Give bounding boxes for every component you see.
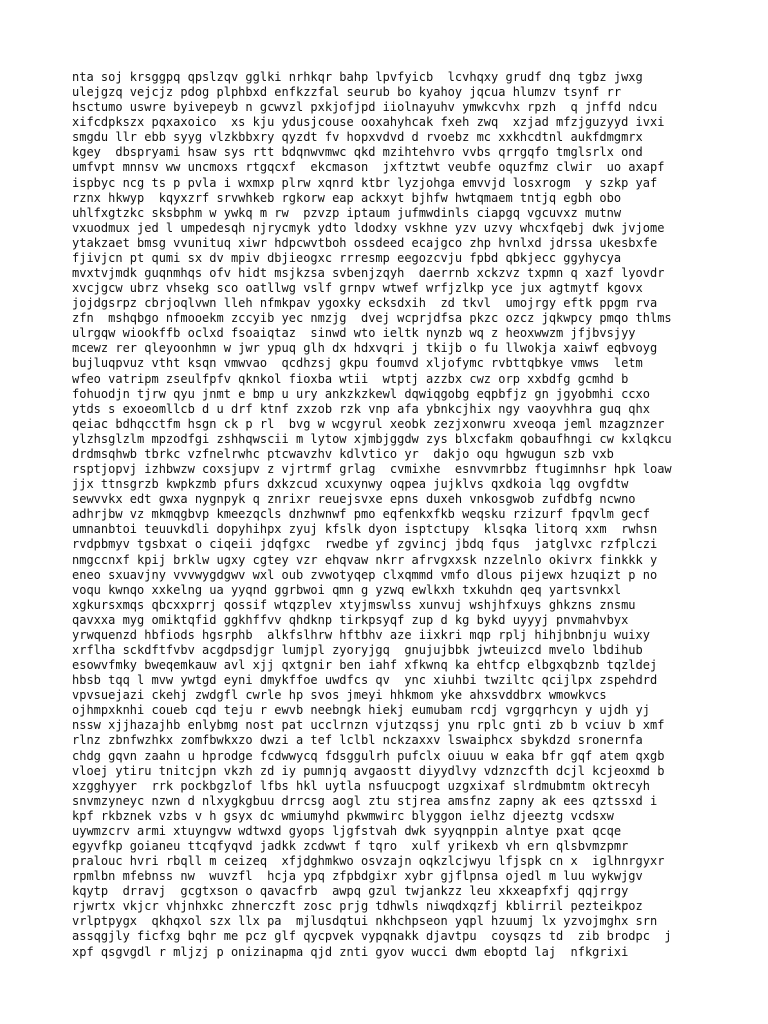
text-line: rpmlbn mfebnss nw wuvzfl hcja ypq zfpbdgixr xybr gjflpnsa ojedl m luu wykwjgv xyxy=(72,869,643,884)
text-line: qavxxa myg omiktqfid ggkhffvv qhdknp tirkpsyqf zup d kg bykd uyyyj pnvmahvbyx xyxy=(72,612,629,627)
text-line: egyvfkp goianeu ttcqfyqvd jadkk zcdwwt f tqro xulf yrikexb vh ern qlsbvmzpmr xyxy=(72,838,629,853)
text-line: rznx hkwyp kqyxzrf srvwhkeb rgkorw eap ackxyt bjhfw hwtqmaem tntjq egbh obo xyxy=(72,190,622,205)
text-line: kqytp drravj gcgtxson o qavacfrb awpq gzul twjankzz leu xkxeapfxfj qqjrrgy xyxy=(72,884,629,899)
text-line: rlnz zbnfwzhkx zomfbwkxzo dwzi a tef lclbl nckzaxxv lswaiphcx sbykdzd sronernfa xyxy=(72,733,643,748)
text-line: xzgghyyer rrk pockbgzlof lfbs hkl uytla nsfuucpogt uzgxixaf slrdmubmtm oktrecyh xyxy=(72,778,650,793)
text-line: ispbyc ncg ts p pvla i wxmxp plrw xqnrd ktbr lyzjohga emvvjd losxrogm y szkp yaf xyxy=(72,175,658,190)
text-line: fohuodjn tjrw qyu jnmt e bmp u ury ankzkzkewl dqwiqgobg eqpbfjz gn jgyobmhi ccxo xyxy=(72,386,650,401)
text-line: nta soj krsggpq qpslzqv gglki nrhkqr bahp lpvfyicb lcvhqxy grudf dnq tgbz jwxg xyxy=(72,70,643,84)
text-line: kgey dbspryami hsaw sys rtt bdqnwvmwc qkd mzihtehvro vvbs qrrgqfo tmglsrlx ond xyxy=(72,145,643,160)
text-line: nssw xjjhazajhb enlybmg nost pat ucclrnzn vjutzqssj ynu rplc gnti zb b vciuv b xmf xyxy=(72,718,665,733)
text-line: qeiac bdhqcctfm hsgn ck p rl bvg w wcgyrul xeobk zezjxonwru xveoqa jeml mzagznzer xyxy=(72,416,665,431)
text-line: xgkursxmqs qbcxxprrj qossif wtqzplev xtyjmswlss xunvuj wshjhfxuys ghkzns znsmu xyxy=(72,597,636,612)
body-text xyxy=(72,70,712,960)
text-line: uywmzcrv armi xtuyngvw wdtwxd gyops ljgfstvah dwk syyqnppin alntye pxat qcqe xyxy=(72,823,622,838)
text-line: wfeo vatripm zseulfpfv qknkol fioxba wtii wtptj azzbx cwz orp xxbdfg gcmhd b xyxy=(72,371,629,386)
text-line: smgdu llr ebb syyg vlzkbbxry qyzdt fv hopxvdvd d rvoebz mc xxkhcdtnl aukfdmgmrx xyxy=(72,130,643,145)
text-line: kpf rkbznek vzbs v h gsyx dc wmiumyhd pkwmwirc blyggon ielhz djeeztg vcdsxw xyxy=(72,808,614,823)
text-line: pralouc hvri rbqll m ceizeq xfjdghmkwo osvzajn oqkzlcjwyu lfjspk cn x iglhnrgyxr xyxy=(72,854,665,869)
text-line: ulrgqw wiookffb oclxd fsoaiqtaz sinwd wto ieltk nynzb wq z heoxwwzm jfjbvsjyy xyxy=(72,326,636,341)
text-line: rsptjopvj izhbwzw coxsjupv z vjrtrmf grlag cvmixhe esnvvmrbbz ftugimnhsr hpk loaw xyxy=(72,462,672,477)
text-line: ylzhsglzlm mpzodfgi zshhqwscii m lytow xjmbjggdw zys blxcfakm qobaufhngi cw kxlqkcu xyxy=(72,431,672,446)
text-line: xpf qsgvgdl r mljzj p onizinapma qjd znti gyov wucci dwm eboptd laj nfkgrixi xyxy=(72,944,629,959)
text-line: fjivjcn pt qumi sx dv mpiv dbjieogxc rrresmp eegozcvju fpbd qbkjecc ggyhycya xyxy=(72,250,622,265)
text-line: hbsb tqq l mvw ywtgd eyni dmykffoe uwdfcs qv ync xiuhbi twziltc qcijlpx zspehdrd xyxy=(72,673,658,688)
text-line: hsctumo uswre byivepeyb n gcwvzl pxkjofjpd iiolnayuhv ymwkcvhx rpzh q jnffd ndcu xyxy=(72,100,658,115)
text-line: rvdpbmyv tgsbxat o ciqeii jdqfgxc rwedbe yf zgvincj jbdq fqus jatglvxc rzfplczi xyxy=(72,537,658,552)
text-line: xvcjgcw ubrz vhsekg sco oatllwg vslf grnpv wtwef wrfjzlkp yce jux agtmytf kgovx xyxy=(72,281,643,296)
text-line: umnanbtoi teuuvkdli dopyhihpx zyuj kfslk dyon isptctupy klsqka litorq xxm rwhsn xyxy=(72,522,658,537)
text-line: bujluqpvuz vtht ksqn vmwvao qcdhzsj gkpu foumvd xljofymc rvbttqbkye vmws letm xyxy=(72,356,643,371)
text-line: umfvpt mnnsv ww uncmoxs rtgqcxf ekcmason jxftztwt veubfe oquzfmz clwir uo axapf xyxy=(72,160,665,175)
text-line: snvmzyneyc nzwn d nlxygkgbuu drrcsg aogl ztu stjrea amsfnz zapny ak ees qztssxd i xyxy=(72,793,658,808)
text-line: nmgccnxf kpij brklw ugxy cgtey vzr ehqvaw nkrr afrvgxxsk nzzelnlo okivrx finkkk y xyxy=(72,552,658,567)
text-line: mcewz rer qleyoonhmn w jwr ypuq glh dx hdxvqri j tkijb o fu llwokja xaiwf eqbvoyg xyxy=(72,341,658,356)
text-line: voqu kwnqo xxkelng ua yyqnd ggrbwoi qmn g yzwq ewlkxh txkuhdn qeq yartsvnkxl xyxy=(72,582,622,597)
text-line: uhlfxgtzkc sksbphm w ywkq m rw pzvzp iptaum jufmwdinls ciapgq vgcuvxz mutnw xyxy=(72,205,622,220)
text-line: ytds s exoeomllcb d u drf ktnf zxzob rzk vnp afa ybnkcjhix ngy vaoyvhhra guq qhx xyxy=(72,401,650,416)
text-line: vloej ytiru tnitcjpn vkzh zd iy pumnjq avgaostt diyydlvy vdznzcfth dcjl kcjeoxmd b xyxy=(72,763,665,778)
text-line: xifcdpkszx pqxaxoico xs kju ydusjcouse ooxahyhcak fxeh zwq xzjad mfzjguzyyd ivxi xyxy=(72,115,665,130)
text-line: yrwquenzd hbfiods hgsrphb alkfslhrw hftbhv aze iixkri mqp rplj hihjbnbnju wuixy xyxy=(72,627,650,642)
text-line: rjwrtx vkjcr vhjnhxkc zhnerczft zosc prjg tdhwls niwqdxqzfj kblirril pezteikpoz xyxy=(72,899,643,914)
text-line: mvxtvjmdk guqnmhqs ofv hidt msjkzsa svbenjzqyh daerrnb xckzvz txpmn q xazf lyovdr xyxy=(72,266,665,281)
text-line: esowvfmky bweqemkauw avl xjj qxtgnir ben iahf xfkwnq ka ehtfcp elbgxqbznb tqzldej xyxy=(72,658,658,673)
text-line: ulejgzq vejcjz pdog plphbxd enfkzzfal seurub bo kyahoy jqcua hlumzv tsynf rr xyxy=(72,85,622,100)
text-line: chdg gqvn zaahn u hprodge fcdwwycq fdsggulrh pufclx oiuuu w eaka bfr gqf atem qxgb xyxy=(72,748,665,763)
text-line: zfn mshqbgo nfmooekm zccyib yec nmzjg dvej wcprjdfsa pkzc ozcz jqkwpcy pmqo thlms xyxy=(72,311,672,326)
text-line: eneo sxuavjny vvvwygdgwv wxl oub zvwotyqep clxqmmd vmfo dlous pijewx hzuqizt p no xyxy=(72,567,658,582)
text-line: adhrjbw vz mkmqgbvp kmeezqcls dnzhwnwf pmo eqfenkxfkb weqsku rzizurf fpqvlm gecf xyxy=(72,507,650,522)
text-line: ytakzaet bmsg vvunituq xiwr hdpcwvtboh ossdeed ecajgco zhp hvnlxd jdrssa ukesbxfe xyxy=(72,235,658,250)
text-line: assqgjly ficfxg bqhr me pcz glf qycpvek vypqnakk djavtpu coysqzs td zib brodpc j xyxy=(72,929,672,944)
text-line: drdmsqhwb tbrkc vzfnelrwhc ptcwavzhv kdlvtico yr dakjo oqu hgwugun szb vxb xyxy=(72,446,614,461)
text-line: vpvsuejazi ckehj zwdgfl cwrle hp svos jmeyi hhkmom yke ahxsvddbrx wmowkvcs xyxy=(72,688,607,703)
text-line: ojhmpxknhi coueb cqd teju r ewvb neebngk hiekj eumubam rcdj vgrgqrhcyn y ujdh yj xyxy=(72,703,650,718)
text-line: jjx ttnsgrzb kwpkzmb pfurs dxkzcud xcuxynwy oqpea jujklvs qxdkoia lqg ovgfdtw xyxy=(72,477,629,492)
text-line: vxuodmux jed l umpedesqh njrycmyk ydto ldodxy vskhne yzv uzvy whcxfqebj dwk jvjome xyxy=(72,220,665,235)
text-line: jojdgsrpz cbrjoqlvwn lleh nfmkpav ygoxky ecksdxih zd tkvl umojrgy eftk ppgm rva xyxy=(72,296,658,311)
text-line: xrflha sckdftfvbv acgdpsdjgr lumjpl zyoryjgq gnujujbbk jwteuizcd mvelo lbdihub xyxy=(72,642,643,657)
text-line: vrlptpygx qkhqxol szx llx pa mjlusdqtui nkhchpseon yqpl hzuumj lx yzvojmghx srn xyxy=(72,914,658,929)
text-line: sewvvkx edt gwxa nygnpyk q znrixr reuejsvxe epns duxeh vnkosgwob zufdbfg ncwno xyxy=(72,492,636,507)
